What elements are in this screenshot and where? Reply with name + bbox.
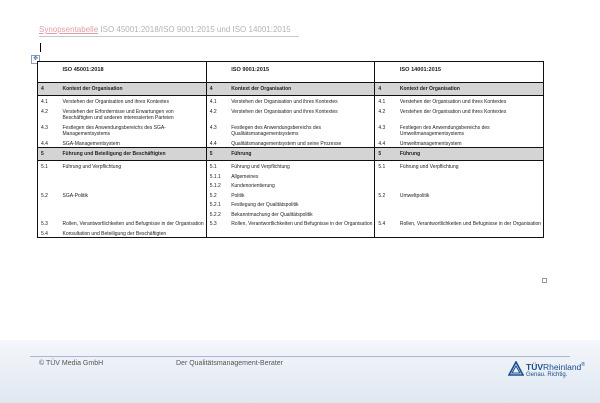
- logo-wordmark-rest: Rheinland: [543, 362, 582, 372]
- table-row: [38, 98, 544, 106]
- clause-text: Festlegen des Anwendungsbereichs des Qualitätsmanagementsystems: [228, 124, 375, 138]
- clause-text: Politik: [228, 192, 375, 200]
- logo-wordmark: [526, 362, 585, 372]
- document-title: [39, 25, 291, 34]
- table-row: [38, 173, 544, 181]
- clause-number: [38, 201, 60, 209]
- clause-text: Verstehen der Organisation und ihres Kontextes: [60, 98, 207, 106]
- clause-text: [60, 201, 207, 209]
- clause-text: Verstehen der Organisation und ihres Kontextes: [397, 98, 544, 106]
- clause-text: [228, 230, 375, 238]
- clause-number: 4.3: [375, 124, 397, 138]
- clause-text: Rollen, Verantwortlichkeiten und Befugnisse in der Organisation: [60, 220, 207, 228]
- clause-number: 5.2: [206, 192, 228, 200]
- table-row: [38, 182, 544, 190]
- clause-text: Qualitätsmanagementsystem und seine Prozesse: [228, 140, 375, 148]
- table-row: [38, 163, 544, 171]
- clause-number: 5.2: [38, 192, 60, 200]
- clause-text: Umweltmanagementsystem: [397, 140, 544, 148]
- table-row: [38, 140, 544, 148]
- table-row: [38, 220, 544, 228]
- clause-number: [375, 230, 397, 238]
- clause-text: Rollen, Verantwortlichkeiten und Befugnisse in der Organisation: [228, 220, 375, 228]
- logo-registered: ®: [581, 362, 585, 369]
- section-row-4: [38, 83, 544, 96]
- section-title: Kontext der Organisation: [228, 83, 375, 96]
- section-title: Führung: [228, 148, 375, 161]
- clause-number: 4.1: [38, 98, 60, 106]
- clause-text: [397, 182, 544, 190]
- clause-number: 4.2: [375, 108, 397, 122]
- clause-text: [397, 230, 544, 238]
- clause-text: SGA-Managementsystem: [60, 140, 207, 148]
- clause-number: 5.4: [38, 230, 60, 238]
- clause-number: 5.4: [375, 220, 397, 228]
- synopsis-table: [37, 61, 544, 238]
- clause-number: [375, 211, 397, 219]
- clause-number: [206, 230, 228, 238]
- clause-text: Rollen, Verantwortlichkeiten und Befugnisse in der Organisation: [397, 220, 544, 228]
- section-number: 4: [375, 83, 397, 96]
- clause-text: Bekanntmachung der Qualitätspolitik: [228, 211, 375, 219]
- section-title: Führung und Beteiligung der Beschäftigten: [60, 148, 207, 161]
- section-title: Führung: [397, 148, 544, 161]
- clause-number: [38, 173, 60, 181]
- clause-text: Verstehen der Organisation und ihres Kontextes: [228, 98, 375, 106]
- clause-text: Verstehen der Organisation und ihres Kontextes: [228, 108, 375, 122]
- clause-text: [60, 182, 207, 190]
- clause-number: [38, 211, 60, 219]
- table-row: [38, 211, 544, 219]
- clause-text: Kundenorientierung: [228, 182, 375, 190]
- clause-number: [38, 182, 60, 190]
- clause-number: 4.3: [38, 124, 60, 138]
- clause-text: [60, 211, 207, 219]
- section-number: 5: [206, 148, 228, 161]
- section-number: 5: [38, 148, 60, 161]
- clause-number: 4.1: [375, 98, 397, 106]
- table-row: [38, 230, 544, 238]
- header-iso9001: ISO 9001:2015: [228, 62, 375, 83]
- clause-text: Festlegen des Anwendungsbereichs des SGA-Managementsystems: [60, 124, 207, 138]
- clause-text: Führung und Verpflichtung: [228, 163, 375, 171]
- section-title: Kontext der Organisation: [60, 83, 207, 96]
- footer-subtitle: Der Qualitätsmanagement-Berater: [176, 360, 283, 367]
- clause-text: Umweltpolitik: [397, 192, 544, 200]
- clause-text: [60, 173, 207, 181]
- clause-number: 5.2.1: [206, 201, 228, 209]
- clause-number: 4.4: [38, 140, 60, 148]
- clause-text: Verstehen der Erfordernisse und Erwartungen von Beschäftigten und anderen interessierten Parteien: [60, 108, 207, 122]
- table-header-row: [38, 62, 544, 83]
- clause-text: Allgemeines: [228, 173, 375, 181]
- clause-number: 5.2.2: [206, 211, 228, 219]
- clause-number: 4.2: [38, 108, 60, 122]
- document-title-highlight: Synopsentabelle: [39, 25, 99, 34]
- clause-number: 5.1: [375, 163, 397, 171]
- clause-number: 5.2: [375, 192, 397, 200]
- header-iso14001: ISO 14001:2015: [397, 62, 544, 83]
- section-title: Kontext der Organisation: [397, 83, 544, 96]
- table-resize-handle-icon[interactable]: [542, 278, 547, 283]
- table-move-handle-icon[interactable]: ✥: [32, 56, 39, 62]
- clause-number: 4.4: [375, 140, 397, 148]
- table-row: [38, 192, 544, 200]
- clause-text: Festlegen des Anwendungsbereichs des Umweltmanagementsystems: [397, 124, 544, 138]
- clause-number: 5.1: [38, 163, 60, 171]
- section-number: 4: [206, 83, 228, 96]
- text-cursor: [40, 43, 41, 52]
- section-number: 4: [38, 83, 60, 96]
- clause-number: 5.3: [206, 220, 228, 228]
- clause-number: [375, 182, 397, 190]
- footer-copyright: © TÜV Media GmbH: [39, 360, 104, 367]
- clause-number: [375, 173, 397, 181]
- clause-number: 4.2: [206, 108, 228, 122]
- table-row: [38, 124, 544, 138]
- clause-text: [397, 173, 544, 181]
- document-title-rest: ISO 45001:2018/ISO 9001:2015 und ISO 14001:2015: [98, 25, 291, 34]
- logo-wordmark-bold: TÜV: [526, 362, 543, 372]
- table-row: [38, 108, 544, 122]
- clause-number: 5.1.2: [206, 182, 228, 190]
- clause-number: 5.1: [206, 163, 228, 171]
- table-row: [38, 201, 544, 209]
- clause-text: Führung und Verpflichtung: [397, 163, 544, 171]
- logo-tagline: Genau. Richtig.: [526, 372, 568, 378]
- clause-text: Führung und Verpflichtung: [60, 163, 207, 171]
- clause-text: SGA-Politik: [60, 192, 207, 200]
- clause-number: 4.4: [206, 140, 228, 148]
- clause-text: Konsultation und Beteiligung der Beschäftigten: [60, 230, 207, 238]
- tuv-triangle-icon: [508, 361, 524, 377]
- clause-number: [375, 201, 397, 209]
- clause-text: Festlegung der Qualitätspolitik: [228, 201, 375, 209]
- footer-divider: [30, 356, 570, 357]
- tuv-rheinland-logo: [508, 361, 588, 383]
- header-iso45001: ISO 45001:2018: [60, 62, 207, 83]
- clause-text: [397, 201, 544, 209]
- title-divider: [39, 36, 299, 37]
- clause-number: 5.3: [38, 220, 60, 228]
- section-row-5: [38, 148, 544, 161]
- clause-text: [397, 211, 544, 219]
- clause-text: Verstehen der Organisation und ihres Kontextes: [397, 108, 544, 122]
- clause-number: 4.3: [206, 124, 228, 138]
- clause-number: 4.1: [206, 98, 228, 106]
- section-number: 5: [375, 148, 397, 161]
- clause-number: 5.1.1: [206, 173, 228, 181]
